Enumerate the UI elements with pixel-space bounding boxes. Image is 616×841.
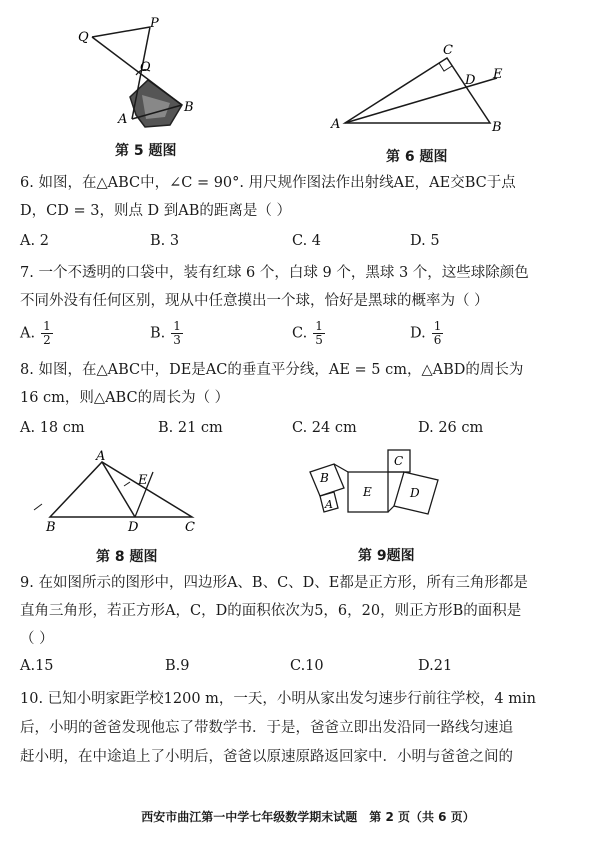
fig8-label-a: A — [96, 450, 106, 464]
fig5-label-a: A — [118, 112, 128, 127]
fig8-label-d: D — [128, 520, 139, 535]
q6-line1: 6. 如图，在△ABC中，∠C = 90°. 用尺规作图法作出射线AE，AE交BC于点 — [20, 175, 516, 191]
fig9-label-d: D — [410, 486, 420, 500]
q7-option-d: D. $\frac{1}{6}$ — [410, 319, 442, 347]
fig9-label-a: A — [325, 498, 333, 511]
fig9-label-e: E — [363, 485, 372, 499]
q9-line1: 9. 在如图所示的图形中，四边形A、B、C、D、E都是正方形，所有三角形都是 — [20, 575, 528, 591]
figure-5-caption: 第 5 题图 — [115, 143, 177, 159]
figure-8 — [30, 450, 210, 535]
q7-line1: 7. 一个不透明的口袋中，装有红球 6 个，白球 9 个，黑球 3 个，这些球除颜色 — [20, 265, 529, 281]
q10-line1: 10. 已知小明家距学校1200 m，一天，小明从家出发匀速步行前往学校，4 min — [20, 691, 536, 707]
figure-9-caption: 第 9题图 — [358, 548, 415, 564]
fig5-label-b: B — [184, 100, 194, 115]
fig6-label-b: B — [492, 120, 502, 135]
q10-line2: 后，小明的爸爸发现他忘了带数学书．于是，爸爸立即出发沿同一路线匀速追 — [20, 720, 513, 736]
q7-option-a: A. $\frac{1}{2}$ — [20, 319, 51, 347]
fig8-label-b: B — [46, 520, 56, 535]
q9-line3: （ ） — [20, 631, 54, 647]
q6-option-a: A. 2 — [20, 233, 49, 249]
figure-8-caption: 第 8 题图 — [96, 549, 158, 565]
q7-line2: 不同外没有任何区别，现从中任意摸出一个球，恰好是黑球的概率为（ ） — [20, 293, 489, 309]
q9-option-c: C.10 — [290, 658, 324, 674]
q6-option-b: B. 3 — [150, 233, 180, 249]
fig9-label-b: B — [320, 471, 329, 485]
q6-option-d: D. 5 — [410, 233, 440, 249]
figure-5 — [70, 15, 200, 130]
q9-option-d: D.21 — [418, 658, 453, 674]
fig5-label-p: P — [150, 16, 159, 31]
fig5-label-q: Q — [78, 30, 89, 45]
q8-option-c: C. 24 cm — [292, 420, 357, 436]
fig8-label-e: E — [138, 473, 148, 488]
fig6-label-c: C — [443, 43, 453, 58]
q7-option-b: B. $\frac{1}{3}$ — [150, 319, 181, 347]
q8-line2: 16 cm，则△ABC的周长为（ ） — [20, 390, 230, 406]
q9-option-a: A.15 — [20, 658, 54, 674]
q10-line3: 赶小明，在中途追上了小明后，爸爸以原速原路返回家中．小明与爸爸之间的 — [20, 749, 513, 765]
q6-line2: D，CD = 3，则点 D 到AB的距离是（ ） — [20, 203, 292, 219]
fig8-label-c: C — [185, 520, 195, 535]
figure-6 — [325, 38, 515, 138]
fig5-label-o: O — [140, 60, 151, 75]
q7-option-c: C. $\frac{1}{5}$ — [292, 319, 323, 347]
fig6-label-d: D — [465, 73, 476, 88]
figure-6-caption: 第 6 题图 — [386, 149, 448, 165]
page-footer: 西安市曲江第一中学七年级数学期末试题 第 2 页（共 6 页） — [141, 810, 475, 824]
q9-option-b: B.9 — [165, 658, 190, 674]
q9-line2: 直角三角形，若正方形A，C，D的面积依次为5，6，20，则正方形B的面积是 — [20, 603, 522, 619]
fig6-label-e: E — [493, 67, 503, 82]
q8-option-a: A. 18 cm — [20, 420, 85, 436]
fig9-label-c: C — [394, 454, 404, 468]
q8-option-b: B. 21 cm — [158, 420, 223, 436]
figure-9 — [300, 442, 460, 542]
q8-line1: 8. 如图，在△ABC中，DE是AC的垂直平分线，AE = 5 cm，△ABD的周长为 — [20, 362, 524, 378]
q8-option-d: D. 26 cm — [418, 420, 484, 436]
fig6-label-a: A — [331, 117, 341, 132]
q6-option-c: C. 4 — [292, 233, 322, 249]
